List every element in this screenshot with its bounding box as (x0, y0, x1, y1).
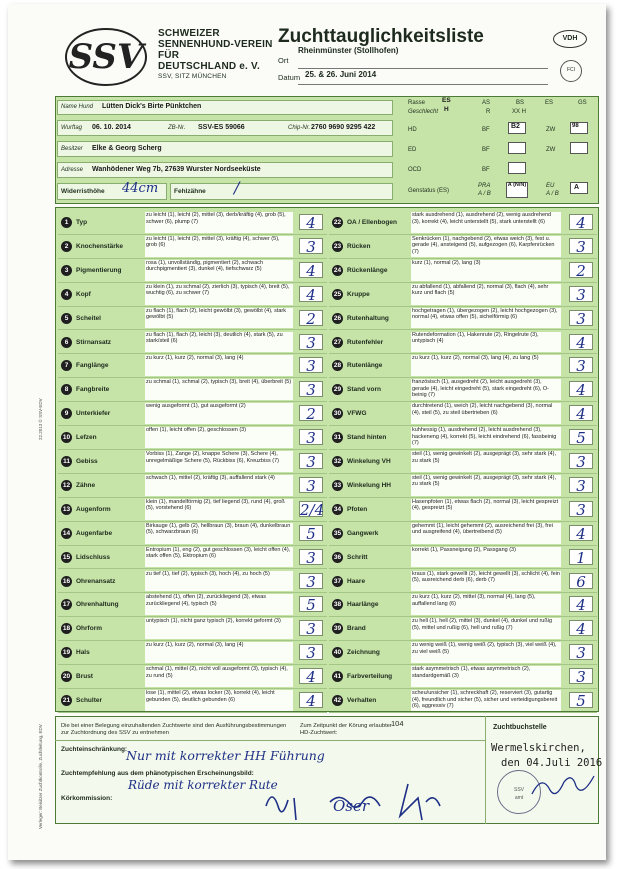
trait-grade: 3 (569, 644, 593, 660)
club-name: SCHWEIZER SENNENHUND-VEREIN FÜR DEUTSCHLAND e. V. SSV, SITZ MÜNCHEN (158, 28, 273, 80)
trait-options: schmal (1), mittel (2), nicht voll ausgeformt (3), typisch (4), zu rund (5) (145, 666, 293, 687)
trait-options: steil (1), wenig gewinkelt (2), ausgeprägt (3), sehr stark (4), zu stark (5) (411, 451, 561, 472)
ed-value-box (508, 142, 526, 154)
trait-options: wenig ausgeformt (1), gut ausgeformt (2) (145, 403, 293, 424)
trait-grade: 4 (569, 596, 593, 612)
geschlecht-label: Geschlecht (408, 109, 439, 115)
trait-number: 7 (61, 360, 72, 371)
trait-grade: 3 (299, 357, 323, 373)
trait-grade: 3 (569, 310, 593, 326)
trait-grade: 4 (299, 692, 323, 708)
datum-underline (298, 84, 548, 85)
wh-value: 44cm (122, 181, 159, 196)
eu-sub: A / B (546, 191, 559, 197)
rasse-value: ES (442, 97, 451, 104)
trait-grade: 2/4 (300, 500, 325, 519)
ocd-value-box (508, 162, 526, 174)
trait-options: gehemmt (1), leicht gehemmt (2), ausreichend frei (3), frei und ausgreifend (4), übertreibend (5) (411, 523, 561, 544)
trait-grade: 3 (569, 477, 593, 493)
trait-grade: 4 (569, 620, 593, 636)
trait-name: Lidschluss (76, 553, 110, 561)
eu-value: A (574, 184, 580, 191)
trait-name: Haare (347, 577, 366, 585)
trait-grade: 2 (569, 262, 593, 278)
trait-name: Stirnansatz (76, 338, 112, 346)
sub-xxh: XX H (512, 109, 527, 115)
trait-grade: 6 (569, 573, 593, 589)
zw-label-1: ZW (546, 127, 556, 133)
trait-number: 13 (62, 505, 71, 513)
adresse-label: Adresse (61, 167, 84, 173)
trait-number: 42 (333, 697, 342, 704)
pra-value: A (N/N) (507, 182, 527, 188)
rasse-label: Rasse (408, 100, 426, 106)
trait-grade: 2 (299, 310, 323, 326)
trait-options: Entropium (1), eng (2), gut geschlossen (3), leicht offen (4), stark offen (5), Ektropium (6) (145, 547, 293, 568)
trait-name: Gangwerk (347, 529, 379, 537)
name-label: Name Hund (61, 104, 94, 110)
trait-number: 38 (333, 601, 342, 609)
trait-number: 28 (333, 362, 342, 370)
trait-name: Kruppe (347, 290, 370, 298)
name-value: Lütten Dick's Birte Pünktchen (102, 103, 202, 110)
trait-grade: 4 (299, 286, 323, 302)
trait-name: Lefzen (76, 434, 97, 442)
trait-name: Augenform (76, 505, 111, 513)
trait-options: zu leicht (1), leicht (2), mittel (3), derb/kräftig (4), grob (5), schwer (6), plump (7) (145, 212, 293, 233)
trait-options: zu tief (1), tief (2), typisch (3), hoch (4), zu hoch (5) (145, 571, 293, 592)
trait-name: Pigmentierung (76, 266, 122, 274)
trait-grade: 5 (299, 596, 323, 612)
trait-number: 34 (333, 505, 342, 513)
document-title: Zuchttauglichkeitsliste (278, 26, 484, 47)
trait-number: 5 (61, 313, 72, 324)
hd-zw-text: Zum Zeitpunkt der Körung erlaubter HD-Zuchtwert: (300, 723, 392, 736)
trait-name: OA / Ellenbogen (347, 219, 397, 226)
trait-name: Winkelung VH (347, 458, 391, 465)
wurftag-value: 06. 10. 2014 (92, 124, 131, 131)
trait-name: Rutenfehler (347, 338, 384, 346)
col-as: AS (482, 100, 491, 106)
trait-options: französisch (1), ausgedreht (2), leicht ausgedreht (3), gerade (4), leicht eingedreht (5), stark eingedreht (6), O-beinig (7) (411, 379, 561, 400)
wurftag-label: Wurftag (61, 125, 83, 131)
zb-label: ZB-Nr. (168, 125, 186, 131)
trait-grade: 3 (569, 501, 593, 517)
footer-divider (55, 740, 485, 741)
trait-name: Kopf (76, 290, 91, 298)
hd-zw-value: 104 (391, 719, 404, 728)
trait-number: 33 (333, 481, 342, 489)
trait-grade: 5 (569, 692, 593, 708)
trait-name: Schulter (76, 697, 103, 704)
trait-number: 12 (62, 481, 71, 489)
koer-signatures (258, 776, 488, 826)
trait-options: zu flach (1), flach (2), leicht (3), deutlich (4), stark (5), zu stark/steil (6) (145, 332, 293, 353)
trait-name: Brust (76, 673, 93, 681)
trait-grade: 4 (569, 525, 593, 541)
club-seat: SSV, SITZ MÜNCHEN (158, 73, 227, 80)
trait-options: steil (1), wenig gewinkelt (2), ausgeprägt (3), sehr stark (4), zu stark (5) (411, 475, 561, 496)
trait-options: hochgetragen (1), übergezogen (2), leicht hochgezogen (3), normal (4), etwas offen (5), sichelförmig (6) (411, 308, 561, 329)
trait-number: 39 (333, 625, 342, 633)
fz-label: Fehlzähne (174, 188, 206, 195)
trait-name: Hals (76, 649, 90, 657)
trait-options: lose (1), mittel (2), etwas locker (3), korrekt (4), leicht gebunden (5), deutlich gebunden (6) (145, 690, 293, 711)
trait-number: 20 (62, 673, 71, 681)
trait-name: Rutenhaltung (347, 314, 389, 322)
chip-label: Chip-Nr. (288, 125, 311, 131)
trait-grade: 3 (299, 644, 323, 660)
trait-name: Rückenlänge (347, 266, 388, 274)
trait-number: 26 (333, 314, 342, 322)
sub-r: R (486, 109, 491, 115)
koer-signature-text: Oser (333, 797, 370, 815)
trait-options: untypisch (1), nicht ganz typisch (2), korrekt geformt (3) (145, 618, 293, 639)
trait-name: Ohrenhaltung (76, 601, 119, 609)
datum-value: 25. & 26. Juni 2014 (305, 70, 377, 79)
ed-label: ED (408, 147, 417, 153)
trait-number: 22 (333, 219, 342, 226)
trait-grade: 3 (569, 668, 593, 684)
trait-name: Scheitel (76, 314, 101, 322)
koermeister-label: Körkommission: (61, 795, 113, 802)
trait-number: 8 (61, 384, 72, 395)
trait-number: 15 (62, 553, 71, 561)
fci-logo: FCI (560, 60, 582, 82)
trait-options: zu kurz (1), kurz (2), normal (3), lang (4) (145, 355, 293, 376)
trait-options: zu abfallend (1), abfallend (2), normal (3), flach (4), sehr kurz und flach (5) (411, 284, 561, 305)
vdh-logo: VDH (553, 30, 587, 48)
zuchtbuch-stamp: SSV amt (497, 770, 541, 814)
trait-grade: 3 (299, 573, 323, 589)
trait-options: schwach (1), mittel (2), kräftig (3), auffallend stark (4) (145, 475, 293, 496)
trait-name: Stand vorn (347, 386, 381, 394)
trait-name: Gebiss (76, 458, 98, 465)
trait-grade: 5 (569, 429, 593, 445)
trait-options: zu klein (1), zu schmal (2), zierlich (3), typisch (4), breit (5), wuchtig (6), zu schwer (7) (145, 284, 293, 305)
trait-options: klein (1), mandelförmig (2), tief liegend (3), rund (4), groß (5), vorstehend (6) (145, 499, 293, 520)
trait-options: durchtretend (1), weich (2), leicht nachgebend (3), normal (4), steil (5), zu steil übertrieben (6) (411, 403, 561, 424)
side-text: Verleger: Beisitzer Zuchtkontrolle, Zuchtleitung, EDV (38, 724, 43, 829)
trait-number: 25 (333, 290, 342, 298)
besitzer-value: Elke & Georg Scherg (92, 145, 162, 152)
col-gs: GS (578, 100, 587, 106)
trait-name: Rücken (347, 242, 371, 250)
trait-grade: 3 (299, 477, 323, 493)
trait-name: Haarlänge (347, 601, 379, 609)
col-es: ES (545, 100, 554, 106)
trait-options: Hasenpfoten (1), etwas flach (2), normal (3), leicht gespreizt (4), gespreizt (5) (411, 499, 561, 520)
trait-grade: 3 (569, 286, 593, 302)
trait-options: scheu/unsicher (1), schreckhaft (2), reserviert (3), gutartig (4), freundlich und sicher (5), sicher und verteidigungsbereit (6), aggressiv (7) (411, 690, 561, 711)
trait-number: 29 (333, 386, 342, 394)
trait-options: stark asymmetrisch (1), etwas asymmetrisch (2), standardgemäß (3) (411, 666, 561, 687)
trait-options: Rutendeformation (1), Hakenrute (2), Ringelrute (3), untypisch (4) (411, 332, 561, 353)
trait-grade: 3 (299, 238, 323, 254)
zuchtbuch-signature (528, 770, 598, 804)
trait-options: korrekt (1), Passneigung (2), Passgang (3) (411, 547, 561, 568)
form-sheet (8, 4, 606, 860)
trait-number: 2 (61, 241, 72, 252)
zuchtbuchstelle-label: Zuchtbuchstelle (493, 724, 547, 731)
chip-value: 2760 9690 9295 422 (311, 124, 376, 131)
trait-number: 30 (333, 410, 342, 418)
genstatus-label: Genstatus (ES) (408, 188, 450, 194)
trait-name: Winkelung HH (347, 481, 391, 489)
trait-grade: 3 (299, 429, 323, 445)
trait-options: zu wenig weiß (1), wenig weiß (2), typisch (3), viel weiß (4), zu viel weiß (5) (411, 642, 561, 663)
trait-options: zu schmal (1), schmal (2), typisch (3), breit (4), überbreit (5) (145, 379, 293, 400)
trait-options: Senkrücken (1), nachgebend (2), etwas weich (3), fest u. gerade (4), ansteigend (5), aufgezogen (6), Karpfenrücken (7) (411, 236, 561, 257)
ort-value: Rheinmünster (Stollhofen) (298, 46, 399, 55)
ssv-logo (64, 26, 148, 88)
trait-name: Farbverteilung (347, 673, 393, 681)
trait-grade: 5 (299, 525, 323, 541)
ed-zw-box (570, 142, 588, 154)
trait-number: 19 (62, 649, 71, 657)
trait-options: stark ausdrehend (1), ausdrehend (2), wenig ausdrehend (3), korrekt (4), leicht unterstellt (5), stark unterstellt (6) (411, 212, 561, 233)
trait-number: 24 (333, 266, 342, 274)
trait-options: zu kurz (1), kurz (2), normal (3), lang (4), zu lang (5) (411, 355, 561, 376)
trait-number: 6 (61, 337, 72, 348)
trait-name: Augenfarbe (76, 529, 113, 537)
trait-options: kraus (1), stark gewellt (2), leicht gewellt (3), schlicht (4), fein (5), ausreichend derb (6), derb (7) (411, 571, 561, 592)
trait-name: VFWG (347, 410, 367, 418)
trait-name: Stand hinten (347, 434, 387, 442)
trait-name: Knochenstärke (76, 242, 123, 250)
bf-label-2: BF (482, 147, 490, 153)
trait-options: zu flach (1), flach (2), leicht gewölbt (3), gewölbt (4), stark gewölbt (5) (145, 308, 293, 329)
date-line: den 04.Juli 2016 (501, 757, 603, 769)
wh-label: Widerristhöhe (61, 188, 105, 195)
trait-number: 37 (333, 577, 342, 585)
fz-value: / (234, 178, 240, 197)
trait-number: 40 (333, 649, 342, 657)
trait-number: 21 (62, 697, 71, 704)
pra-label: PRA (478, 183, 491, 189)
trait-name: Ohrform (76, 625, 102, 633)
pra-sub: A / B (478, 191, 491, 197)
trait-options: zu kurz (1), kurz (2), mittel (3), normal (4), lang (5), auffallend lang (6) (411, 594, 561, 615)
besitzer-label: Besitzer (61, 146, 83, 152)
col-bs: BS (516, 100, 525, 106)
trait-name: Schritt (347, 553, 368, 561)
trait-name: Zeichnung (347, 649, 380, 657)
trait-options: Birkauge (1), gelb (2), hellbraun (3), braun (4), dunkelbraun (5), schwarzbraun (6) (145, 523, 293, 544)
trait-number: 16 (62, 577, 71, 585)
trait-name: Verhalten (347, 697, 377, 704)
trait-number: 14 (62, 529, 71, 537)
trait-number: 17 (62, 601, 71, 609)
trait-options: kuhhessig (1), ausdrehend (2), leicht ausdrehend (3), hackeneng (4), korrekt (5), leicht eindrehend (6), fassbeinig (7) (411, 427, 561, 448)
trait-grade: 3 (569, 357, 593, 373)
einschraenkung-label: Zuchteinschränkung: (61, 746, 128, 753)
trait-grade: 4 (299, 668, 323, 684)
trait-grade: 3 (299, 334, 323, 350)
eu-label: EU (546, 183, 555, 189)
trait-grade: 3 (299, 381, 323, 397)
svg-text:SSV: SSV (68, 37, 144, 77)
trait-number: 36 (333, 553, 342, 561)
place-line: Wermelskirchen, (491, 742, 586, 754)
trait-number: 32 (333, 458, 342, 465)
trait-grade: 4 (299, 262, 323, 278)
trait-options: zu kurz (1), kurz (2), normal (3), lang (4) (145, 642, 293, 663)
trait-options: kurz (1), normal (2), lang (3) (411, 260, 561, 281)
ocd-label: OCD (408, 167, 422, 173)
trait-name: Typ (76, 219, 88, 226)
zw-label-2: ZW (546, 147, 556, 153)
trait-grade: 4 (569, 334, 593, 350)
hd-label: HD (408, 127, 417, 133)
trait-number: 18 (62, 625, 71, 633)
trait-number: 23 (333, 242, 342, 250)
zb-value: SSV-ES 59066 (198, 124, 245, 131)
trait-number: 10 (62, 434, 71, 442)
trait-grade: 3 (299, 549, 323, 565)
side-code: 22.2013 © SSV-EDV (38, 398, 43, 440)
trait-name: Pfoten (347, 505, 368, 513)
trait-name: Ohrenansatz (76, 577, 116, 585)
trait-name: Zähne (76, 481, 96, 489)
empfehlung-label: Zuchtempfehlung aus dem phänotypischen Erscheinungsbild: (61, 770, 254, 777)
trait-options: offen (1), leicht offen (2), geschlossen (3) (145, 427, 293, 448)
trait-number: 31 (333, 434, 342, 442)
einschraenkung-handwritten: Nur mit korrekter HH Führung (126, 748, 325, 763)
trait-number: 3 (61, 265, 72, 276)
belegung-text: Die bei einer Belegung einzuhaltenden Zuchtwerte sind den Ausführungsbestimmungen zur Zuchtordnung des SSV zu entnehmen (61, 723, 287, 736)
zw-value: 98 (572, 123, 579, 129)
trait-grade: 3 (299, 453, 323, 469)
bf-label-3: BF (482, 167, 490, 173)
bf-label-1: BF (482, 127, 490, 133)
empfehlung-handwritten: Rüde mit korrekter Rute (128, 778, 278, 792)
trait-number: 9 (61, 408, 72, 419)
trait-grade: 2 (299, 405, 323, 421)
trait-grade: 3 (569, 238, 593, 254)
trait-number: 1 (61, 217, 72, 228)
trait-name: Fangbreite (76, 386, 110, 394)
hd-value: B2 (511, 123, 520, 130)
trait-options: Vorbiss (1), Zange (2), knappe Schere (3), Schere (4), unregelmäßige Schere (5), Rückbiss (6), Kreuzbiss (7) (145, 451, 293, 472)
trait-number: 35 (333, 529, 342, 537)
trait-options: zu leicht (1), leicht (2), mittel (3), kräftig (4), schwer (5), grob (6) (145, 236, 293, 257)
trait-grade: 4 (569, 214, 593, 230)
ort-label: Ort (278, 56, 289, 65)
geschlecht-value: H (444, 106, 449, 113)
trait-name: Fanglänge (76, 362, 109, 370)
trait-grade: 1 (569, 549, 593, 565)
trait-number: 4 (61, 289, 72, 300)
trait-grade: 3 (569, 453, 593, 469)
ort-underline (298, 68, 548, 69)
trait-name: Unterkiefer (76, 410, 111, 418)
datum-label: Datum (278, 73, 301, 82)
trait-grade: 4 (569, 405, 593, 421)
trait-options: abstehend (1), offen (2), zurückliegend (3), etwas zurückliegend (4), typisch (5) (145, 594, 293, 615)
trait-name: Rutenlänge (347, 362, 383, 370)
trait-grade: 3 (299, 620, 323, 636)
adresse-value: Wanhödener Weg 7b, 27639 Wurster Nordseeküste (92, 166, 261, 173)
trait-grade: 4 (299, 214, 323, 230)
trait-options: zu hell (1), hell (2), mittel (3), dunkel (4), dunkel und rußig (5), mittel und rußig (6), hell und rußig (7) (411, 618, 561, 639)
trait-number: 11 (61, 456, 72, 467)
trait-number: 41 (333, 673, 342, 681)
trait-name: Brand (347, 625, 366, 633)
trait-grade: 4 (569, 381, 593, 397)
trait-number: 27 (333, 338, 342, 346)
trait-options: rosa (1), unvollständig, pigmentiert (2), schwach durchpigmentiert (3), dunkel (4), tiefschwarz (5) (145, 260, 293, 281)
